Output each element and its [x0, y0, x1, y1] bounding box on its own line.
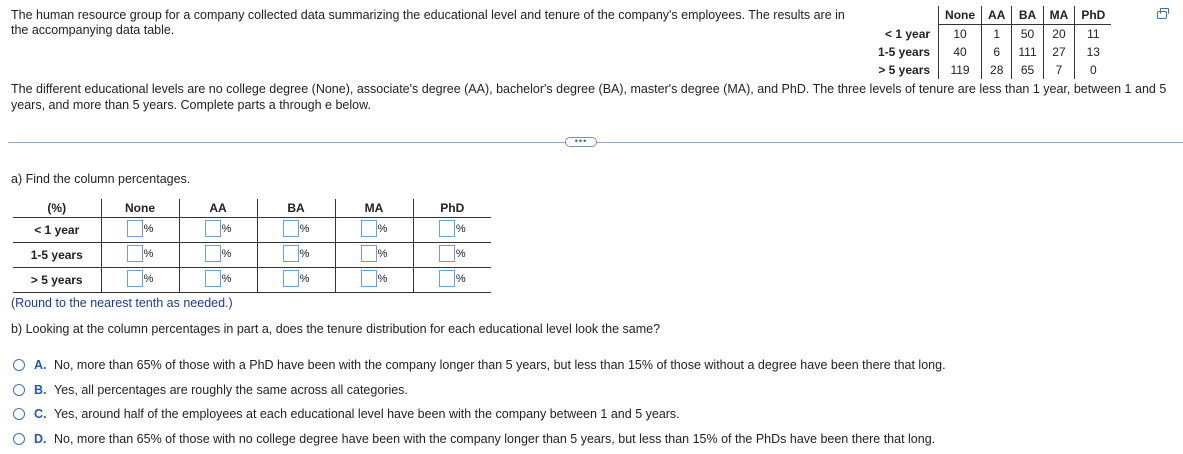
- answer-corner: (%): [13, 199, 101, 218]
- answer-header-ma: MA: [335, 199, 413, 218]
- percent-sign: %: [143, 272, 154, 285]
- data-cell: 1: [982, 25, 1012, 44]
- percent-sign: %: [221, 272, 232, 285]
- answer-header-aa: AA: [179, 199, 257, 218]
- data-table: [872, 6, 1111, 79]
- radio-button[interactable]: [13, 433, 25, 445]
- data-cell: 28: [982, 61, 1012, 79]
- answer-input[interactable]: [127, 245, 143, 262]
- data-header-aa: AA: [982, 6, 1012, 25]
- answer-input[interactable]: [283, 220, 299, 237]
- percent-sign: %: [455, 272, 466, 285]
- data-row: [872, 25, 1111, 44]
- radio-button[interactable]: [13, 408, 25, 420]
- data-row-label: < 1 year: [885, 26, 931, 41]
- answer-input[interactable]: [439, 270, 455, 287]
- answer-input[interactable]: [439, 220, 455, 237]
- answer-row-label: > 5 years: [13, 268, 101, 293]
- answer-row-label: < 1 year: [13, 218, 101, 243]
- answer-row: [13, 218, 491, 243]
- radio-button[interactable]: [13, 359, 25, 371]
- data-cell: 111: [1012, 43, 1043, 61]
- data-row-label: > 5 years: [878, 63, 931, 77]
- answer-table: [13, 199, 491, 293]
- answer-input[interactable]: [439, 245, 455, 262]
- option-b[interactable]: [13, 382, 408, 398]
- intro-text: The human resource group for a company collected data summarizing the educational level and tenure of the company's employees. The results are in the accompanying data table.: [11, 8, 845, 37]
- data-row: [872, 43, 1111, 61]
- option-text: No, more than 65% of those with no college degree have been with the company longer than 5 years, but less than 15% of the PhDs have been there that long.: [54, 432, 936, 446]
- answer-input[interactable]: [127, 270, 143, 287]
- option-letter: D.: [34, 432, 47, 446]
- option-d[interactable]: [13, 431, 935, 447]
- data-cell: 27: [1043, 43, 1075, 61]
- answer-input[interactable]: [361, 245, 377, 262]
- percent-sign: %: [299, 247, 310, 260]
- percent-sign: %: [377, 222, 388, 235]
- data-row: [872, 61, 1111, 79]
- percent-sign: %: [455, 247, 466, 260]
- answer-row: [13, 243, 491, 268]
- option-text: Yes, all percentages are roughly the same across all categories.: [54, 383, 408, 397]
- data-cell: 7: [1043, 61, 1075, 79]
- rounding-note: (Round to the nearest tenth as needed.): [11, 296, 233, 310]
- answer-row: [13, 268, 491, 293]
- copy-icon[interactable]: [1157, 11, 1167, 19]
- percent-sign: %: [143, 222, 154, 235]
- problem-description: The different educational levels are no college degree (None), associate's degree (AA), bachelor's degree (BA), master's degree (MA), and PhD. The three levels of tenure are less than 1 year, between 1 and 5 years, and more than 5 years. Complete parts a through e below.: [11, 82, 1167, 112]
- option-letter: C.: [34, 407, 47, 421]
- answer-header-ba: BA: [257, 199, 335, 218]
- data-cell: 10: [939, 25, 982, 44]
- option-letter: A.: [34, 358, 47, 372]
- percent-sign: %: [377, 247, 388, 260]
- data-table-corner: [872, 6, 939, 25]
- answer-input[interactable]: [361, 270, 377, 287]
- answer-header-phd: PhD: [413, 199, 491, 218]
- part-a-prompt: a) Find the column percentages.: [11, 172, 191, 186]
- percent-sign: %: [143, 247, 154, 260]
- data-cell: 6: [982, 43, 1012, 61]
- answer-input[interactable]: [283, 270, 299, 287]
- option-a[interactable]: [13, 357, 946, 373]
- data-cell: 119: [939, 61, 982, 79]
- answer-input[interactable]: [283, 245, 299, 262]
- answer-input[interactable]: [205, 270, 221, 287]
- data-row-label: 1-5 years: [878, 45, 931, 59]
- option-letter: B.: [34, 383, 47, 397]
- percent-sign: %: [299, 272, 310, 285]
- answer-row-label: 1-5 years: [13, 243, 101, 268]
- data-header-none: None: [939, 6, 982, 25]
- answer-input[interactable]: [205, 245, 221, 262]
- option-text: Yes, around half of the employees at each educational level have been with the company between 1 and 5 years.: [54, 407, 680, 421]
- data-cell: 50: [1012, 25, 1043, 44]
- data-cell: 11: [1075, 25, 1112, 44]
- percent-sign: %: [221, 222, 232, 235]
- data-cell: 40: [939, 43, 982, 61]
- percent-sign: %: [377, 272, 388, 285]
- data-cell: 0: [1075, 61, 1112, 79]
- answer-input[interactable]: [361, 220, 377, 237]
- answer-input[interactable]: [205, 220, 221, 237]
- data-header-ma: MA: [1043, 6, 1075, 25]
- option-text: No, more than 65% of those with a PhD have been with the company longer than 5 years, but less than 15% of those without a degree have been there that long.: [54, 358, 946, 372]
- data-cell: 13: [1075, 43, 1112, 61]
- percent-sign: %: [221, 247, 232, 260]
- percent-sign: %: [299, 222, 310, 235]
- data-header-ba: BA: [1012, 6, 1043, 25]
- answer-input[interactable]: [127, 220, 143, 237]
- data-header-phd: PhD: [1075, 6, 1112, 25]
- option-c[interactable]: [13, 406, 680, 422]
- percent-sign: %: [455, 222, 466, 235]
- answer-header-none: None: [101, 199, 179, 218]
- radio-button[interactable]: [13, 384, 25, 396]
- expand-more-button[interactable]: •••: [565, 137, 597, 147]
- data-cell: 20: [1043, 25, 1075, 44]
- part-b-prompt: b) Looking at the column percentages in part a, does the tenure distribution for each educational level look the same?: [11, 322, 661, 336]
- data-cell: 65: [1012, 61, 1043, 79]
